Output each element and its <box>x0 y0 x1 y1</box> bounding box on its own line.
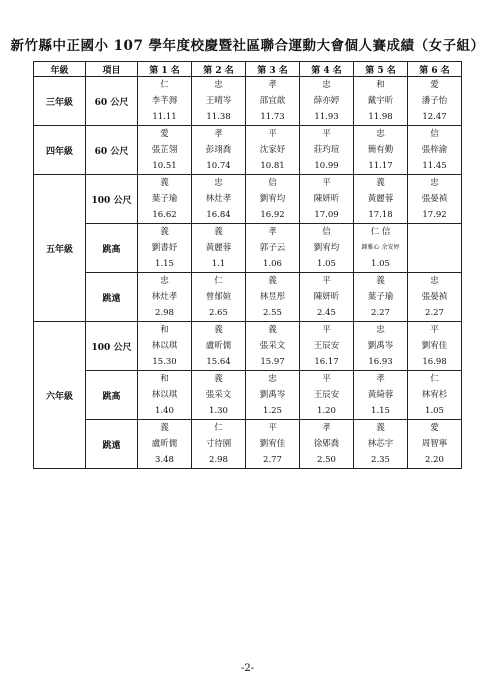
result-mark: 2.65 <box>209 308 228 318</box>
class-label: 和 <box>376 80 385 90</box>
place-cell <box>138 322 192 371</box>
result-row <box>34 126 462 175</box>
athlete-name: 潘子怡 <box>421 96 448 106</box>
athlete-name: 林芯宇 <box>367 439 394 449</box>
class-label: 孝 <box>214 129 223 139</box>
place-cell <box>246 77 300 126</box>
result-mark: 11.73 <box>260 112 285 122</box>
athlete-name: 張采文 <box>259 341 286 351</box>
athlete-name: 戴宇昕 <box>367 96 394 106</box>
class-label: 義 <box>376 276 385 286</box>
class-label: 信 <box>430 129 439 139</box>
results-table <box>33 61 462 469</box>
place-cell <box>300 175 354 224</box>
header-place-5: 第 5 名 <box>354 62 408 77</box>
header-place-6: 第 6 名 <box>408 62 462 77</box>
class-label: 義 <box>376 423 385 433</box>
athlete-name: 盧昕儒 <box>151 439 178 449</box>
place-cell <box>354 77 408 126</box>
class-label: 平 <box>322 374 331 384</box>
place-cell <box>408 371 462 420</box>
athlete-name: 張梓渝 <box>421 145 448 155</box>
place-cell <box>138 371 192 420</box>
grade-cell: 三年級 <box>34 77 86 126</box>
result-mark: 16.84 <box>206 210 231 220</box>
class-label: 義 <box>268 325 277 335</box>
result-mark: 3.48 <box>155 455 174 465</box>
place-cell <box>138 420 192 469</box>
place-cell <box>300 273 354 322</box>
place-cell <box>192 224 246 273</box>
class-label: 孝 <box>268 80 277 90</box>
athlete-name: 林以琪 <box>151 390 178 400</box>
result-mark: 2.55 <box>263 308 282 318</box>
place-cell <box>354 420 408 469</box>
athlete-name: 王辰安 <box>313 390 340 400</box>
athlete-name: 王辰安 <box>313 341 340 351</box>
class-label: 平 <box>430 325 439 335</box>
class-label: 平 <box>322 129 331 139</box>
class-label: 平 <box>268 129 277 139</box>
athlete-name: 劉宥均 <box>313 243 340 253</box>
class-label: 愛 <box>430 423 439 433</box>
result-mark: 11.17 <box>368 161 393 171</box>
result-mark: 1.05 <box>371 259 390 269</box>
athlete-name: 薛亦婷 <box>313 96 340 106</box>
class-label: 孝 <box>322 423 331 433</box>
class-label: 仁 <box>430 374 439 384</box>
place-cell <box>408 322 462 371</box>
athlete-name: 林昱彤 <box>259 292 286 302</box>
result-mark: 2.50 <box>317 455 336 465</box>
athlete-name: 葉子瑜 <box>151 194 178 204</box>
event-cell: 60 公尺 <box>86 77 138 126</box>
result-mark: 1.15 <box>371 406 390 416</box>
result-mark: 1.15 <box>155 259 174 269</box>
place-cell <box>192 420 246 469</box>
athlete-name: 劉書妤 <box>151 243 178 253</box>
athlete-name: 黃麗蓉 <box>367 194 394 204</box>
athlete-name: 劉禹岑 <box>259 390 286 400</box>
class-label: 信 <box>322 227 331 237</box>
athlete-name: 張晏禎 <box>421 194 448 204</box>
place-cell <box>192 77 246 126</box>
class-label: 平 <box>322 276 331 286</box>
result-mark: 16.17 <box>314 357 339 367</box>
athlete-name: 劉宥均 <box>259 194 286 204</box>
result-mark: 1.20 <box>317 406 336 416</box>
athlete-name: 寸待園 <box>205 439 232 449</box>
result-mark: 16.98 <box>422 357 447 367</box>
header-place-1: 第 1 名 <box>138 62 192 77</box>
result-mark: 1.05 <box>425 406 444 416</box>
result-mark: 15.64 <box>206 357 231 367</box>
place-cell <box>138 175 192 224</box>
result-mark: 1.40 <box>155 406 174 416</box>
athlete-name: 劉宥佳 <box>421 341 448 351</box>
place-cell <box>300 77 354 126</box>
result-mark: 17.92 <box>422 210 447 220</box>
athlete-name: 周智寧 <box>421 439 448 449</box>
result-mark: 2.27 <box>425 308 444 318</box>
place-cell <box>408 273 462 322</box>
athlete-name: 李芊溽 <box>151 96 178 106</box>
result-mark: 2.98 <box>209 455 228 465</box>
athlete-name: 張芷翎 <box>151 145 178 155</box>
athlete-name: 黃綺蓉 <box>367 390 394 400</box>
class-label: 義 <box>376 178 385 188</box>
class-label: 孝 <box>376 374 385 384</box>
athlete-name: 簡有勤 <box>367 145 394 155</box>
event-cell: 跳高 <box>86 371 138 420</box>
result-row <box>34 273 462 322</box>
result-mark: 1.05 <box>317 259 336 269</box>
athlete-name: 張晏禎 <box>421 292 448 302</box>
page-number: -2- <box>240 663 255 674</box>
class-label: 義 <box>214 325 223 335</box>
result-mark: 1.30 <box>209 406 228 416</box>
result-mark: 11.93 <box>314 112 339 122</box>
place-cell <box>192 126 246 175</box>
place-cell <box>354 371 408 420</box>
class-label: 忠 <box>430 276 439 286</box>
class-label: 義 <box>214 374 223 384</box>
class-label: 忠 <box>322 80 331 90</box>
class-label: 愛 <box>430 80 439 90</box>
athlete-name: 林灶孝 <box>205 194 232 204</box>
result-mark: 2.98 <box>155 308 174 318</box>
place-cell <box>192 322 246 371</box>
results-body <box>34 77 462 469</box>
class-label: 忠 <box>214 178 223 188</box>
place-cell <box>300 371 354 420</box>
place-cell <box>354 224 408 273</box>
place-cell <box>246 322 300 371</box>
class-label: 信 <box>268 178 277 188</box>
athlete-name: 王晴岑 <box>205 96 232 106</box>
result-mark: 11.98 <box>368 112 393 122</box>
place-cell <box>246 273 300 322</box>
result-mark: 2.45 <box>317 308 336 318</box>
place-cell <box>408 77 462 126</box>
place-cell <box>138 273 192 322</box>
event-cell: 60 公尺 <box>86 126 138 175</box>
class-label: 義 <box>268 276 277 286</box>
header-grade: 年級 <box>34 62 86 77</box>
place-cell <box>408 224 462 273</box>
result-mark: 15.97 <box>260 357 285 367</box>
place-cell <box>246 224 300 273</box>
place-cell <box>246 175 300 224</box>
athlete-name: 邵宜歆 <box>259 96 286 106</box>
header-place-2: 第 2 名 <box>192 62 246 77</box>
result-row <box>34 371 462 420</box>
athlete-name <box>408 240 461 256</box>
athlete-name: 葉子瑜 <box>367 292 394 302</box>
result-mark: 17.09 <box>314 210 339 220</box>
athlete-name: 劉禹岑 <box>367 341 394 351</box>
place-cell <box>246 420 300 469</box>
athlete-name: 林灶孝 <box>151 292 178 302</box>
grade-cell: 四年級 <box>34 126 86 175</box>
athlete-name: 彭翊喬 <box>205 145 232 155</box>
result-mark: 12.47 <box>422 112 447 122</box>
class-label: 和 <box>160 325 169 335</box>
result-row <box>34 224 462 273</box>
class-label: 義 <box>214 227 223 237</box>
header-row <box>34 62 462 77</box>
place-cell <box>300 420 354 469</box>
result-mark: 11.45 <box>422 161 447 171</box>
place-cell <box>138 224 192 273</box>
class-label: 義 <box>160 178 169 188</box>
result-mark: 10.51 <box>152 161 177 171</box>
result-mark: 16.93 <box>368 357 393 367</box>
athlete-name: 盧昕儒 <box>205 341 232 351</box>
result-mark: 2.77 <box>263 455 282 465</box>
place-cell <box>408 175 462 224</box>
result-mark: 15.30 <box>152 357 177 367</box>
class-label: 忠 <box>430 178 439 188</box>
result-mark <box>408 256 461 272</box>
result-row <box>34 175 462 224</box>
athlete-name: 林以琪 <box>151 341 178 351</box>
result-mark: 1.1 <box>211 259 226 269</box>
event-cell: 跳遠 <box>86 420 138 469</box>
result-row <box>34 77 462 126</box>
place-cell <box>354 126 408 175</box>
result-mark: 11.38 <box>206 112 231 122</box>
place-cell <box>408 420 462 469</box>
result-mark: 16.62 <box>152 210 177 220</box>
class-label <box>408 224 461 240</box>
place-cell <box>192 273 246 322</box>
place-cell <box>246 126 300 175</box>
place-cell <box>192 371 246 420</box>
result-mark: 1.25 <box>263 406 282 416</box>
class-label: 忠 <box>268 374 277 384</box>
result-mark: 1.06 <box>263 259 282 269</box>
class-label: 和 <box>160 374 169 384</box>
class-label: 孝 <box>268 227 277 237</box>
class-label: 義 <box>160 227 169 237</box>
place-cell <box>354 273 408 322</box>
event-cell: 跳遠 <box>86 273 138 322</box>
place-cell <box>138 126 192 175</box>
athlete-name: 陳妍昕 <box>313 292 340 302</box>
page-title: 新竹縣中正國小 107 學年度校慶暨社區聯合運動大會個人賽成績（女子組） <box>10 38 485 54</box>
header-place-4: 第 4 名 <box>300 62 354 77</box>
result-mark: 2.35 <box>371 455 390 465</box>
class-label: 義 <box>160 423 169 433</box>
place-cell <box>192 175 246 224</box>
class-label: 仁 <box>214 423 223 433</box>
result-mark: 2.27 <box>371 308 390 318</box>
result-mark: 16.92 <box>260 210 285 220</box>
grade-cell: 六年級 <box>34 322 86 469</box>
class-label: 仁 <box>214 276 223 286</box>
athlete-name: 沈家妤 <box>259 145 286 155</box>
result-row <box>34 420 462 469</box>
class-label: 忠 <box>376 129 385 139</box>
athlete-name: 鍾雅心 余安婷 <box>361 244 400 251</box>
class-label: 平 <box>268 423 277 433</box>
place-cell <box>300 126 354 175</box>
class-label: 忠 <box>160 276 169 286</box>
place-cell <box>354 322 408 371</box>
athlete-name: 林宥杉 <box>421 390 448 400</box>
result-mark: 10.74 <box>206 161 231 171</box>
athlete-name: 劉宥佳 <box>259 439 286 449</box>
place-cell <box>300 322 354 371</box>
athlete-name: 郭子云 <box>259 243 286 253</box>
result-mark: 2.20 <box>425 455 444 465</box>
place-cell <box>300 224 354 273</box>
grade-cell: 五年級 <box>34 175 86 322</box>
header-event: 項目 <box>86 62 138 77</box>
place-cell <box>246 371 300 420</box>
class-label: 仁 信 <box>370 227 391 237</box>
result-row <box>34 322 462 371</box>
place-cell <box>408 126 462 175</box>
athlete-name: 曾郁媗 <box>205 292 232 302</box>
athlete-name: 張采文 <box>205 390 232 400</box>
event-cell: 100 公尺 <box>86 175 138 224</box>
event-cell: 跳高 <box>86 224 138 273</box>
result-mark: 10.99 <box>314 161 339 171</box>
result-mark: 17.18 <box>368 210 393 220</box>
result-mark: 10.81 <box>260 161 285 171</box>
class-label: 愛 <box>160 129 169 139</box>
class-label: 平 <box>322 178 331 188</box>
event-cell: 100 公尺 <box>86 322 138 371</box>
athlete-name: 徐郳喬 <box>313 439 340 449</box>
place-cell <box>354 175 408 224</box>
class-label: 仁 <box>160 80 169 90</box>
result-mark: 11.11 <box>152 112 177 122</box>
athlete-name: 莊玓瑄 <box>313 145 340 155</box>
class-label: 忠 <box>376 325 385 335</box>
class-label: 平 <box>322 325 331 335</box>
header-place-3: 第 3 名 <box>246 62 300 77</box>
athlete-name: 黃麗蓉 <box>205 243 232 253</box>
place-cell <box>138 77 192 126</box>
class-label: 忠 <box>214 80 223 90</box>
athlete-name: 陳妍昕 <box>313 194 340 204</box>
